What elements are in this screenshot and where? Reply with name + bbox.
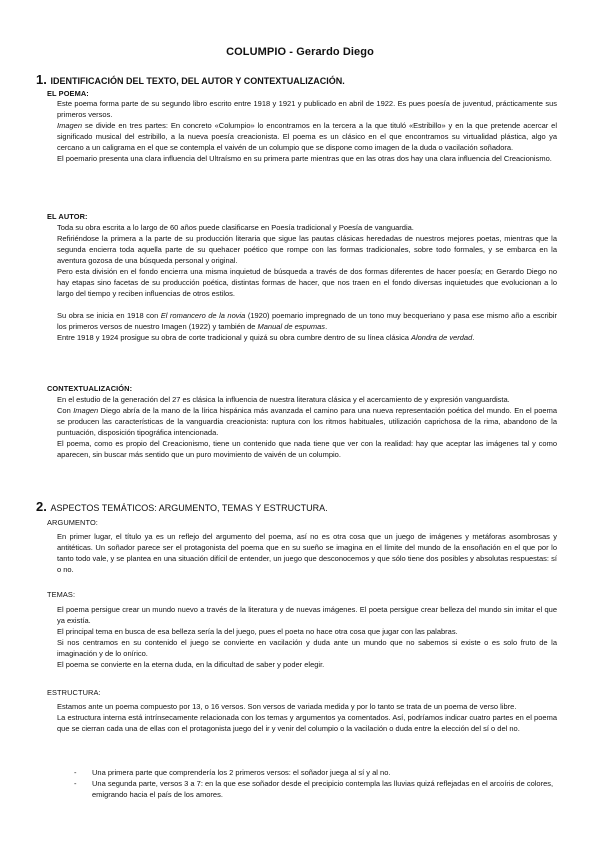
temas-paragraph-4: El poema se convierte en la eterna duda, en la dificultad de saber y poder elegir. [57, 660, 325, 669]
contexto-p2-text-a: Con [57, 406, 74, 415]
list-item-text: Una segunda parte, versos 3 a 7: en la que ese soñador desde el precipicio contempla las lluvias quizá reflejadas en el arcoíris de colores, emigrando hacia el país de los amores. [92, 779, 554, 799]
autor-paragraph-1: Toda su obra escrita a lo largo de 60 años puede clasificarse en Poesía tradicional y Poesía de vanguardia. [57, 223, 414, 232]
section-2-heading [36, 499, 328, 514]
list-dash: - [74, 768, 77, 777]
contexto-paragraph-3: El poema, como es propio del Creacionismo, tiene un contenido que nada tiene que ver con la realidad: hay que aceptar las imágenes tal y como aparecen, sin buscar más sentido que un puro movimiento de vaivén de un columpio. [57, 439, 557, 459]
romancero-italic: El romancero de la novia [160, 311, 246, 320]
contexto-block [57, 394, 557, 460]
alondra-italic: Alondra de verdad [410, 333, 473, 342]
autor-p4-text-a: Su obra se inicia en 1918 con [57, 311, 161, 320]
poema-paragraph-2 [57, 120, 557, 153]
contexto-label: CONTEXTUALIZACIÓN: [47, 384, 133, 393]
temas-label: TEMAS: [47, 590, 76, 599]
manual-italic: Manual de espumas [257, 322, 326, 331]
autor-block [57, 222, 557, 343]
temas-block [57, 604, 557, 670]
argumento-block [57, 531, 557, 575]
autor-p5-text-a: Entre 1918 y 1924 prosigue su obra de corte tradicional y quizá su obra cumbre dentro de su línea clásica [57, 333, 411, 342]
list-item-text: Una primera parte que comprendería los 2 primeros versos: el soñador juega al sí y al no. [92, 768, 391, 777]
section-1-title: IDENTIFICACIÓN DEL TEXTO, DEL AUTOR Y CONTEXTUALIZACIÓN. [50, 76, 345, 86]
estructura-paragraph-2: La estructura interna está intrínsecamente relacionada con los temas y argumentos ya comentados. Así, podríamos indicar cuatro partes en el poema que se cierran cada una de ellas con el protagonista juego del ir y venir del columpio o la vacilación o duda entre la elección del sí o del no. [57, 713, 557, 733]
temas-paragraph-1: El poema persigue crear un mundo nuevo a través de la literatura y de nuevas imágenes. El poeta persigue crear belleza del mundo sin imitar el que ya existía. [57, 605, 557, 625]
estructura-label: ESTRUCTURA: [47, 688, 101, 697]
poema-paragraph-3: El poemario presenta una clara influencia del Ultraísmo en su primera parte mientras que en las otras dos hay una clara influencia del Creacionismo. [57, 154, 552, 163]
section-2-number: 2. [36, 499, 47, 514]
temas-paragraph-3: Si nos centramos en su contenido el juego se convierte en vacilación y duda ante un mundo que no sabemos si existe o es solo fruto de la imaginación y de lo onírico. [57, 638, 557, 658]
poema-block [57, 98, 557, 164]
estructura-block [57, 701, 557, 734]
list-dash: - [74, 779, 77, 788]
autor-paragraph-2: Refiriéndose la primera a la parte de su producción literaria que sigue las pautas clásicas heredadas de nuestros mejores poetas, mientras que la segunda encierra toda aquella parte de su quehacer poético que rompe con las formas tradicionales, sobre todo formales, y se embarca en la aventura gozosa de una búsqueda personal y original. [57, 234, 557, 265]
autor-paragraph-4 [57, 310, 557, 332]
autor-p4-text-c: . [325, 322, 328, 331]
section-2-title: ASPECTOS TEMÁTICOS: ARGUMENTO, TEMAS Y ESTRUCTURA. [50, 503, 328, 513]
estructura-paragraph-1: Estamos ante un poema compuesto por 13, o 16 versos. Son versos de variada medida y por lo tanto se trata de un poema de verso libre. [57, 702, 517, 711]
imagen-italic-2: Imagen [73, 406, 99, 415]
imagen-italic: Imagen [57, 121, 83, 130]
temas-paragraph-2: El principal tema en busca de esa belleza sería la del juego, pues el poeta no hace otra cosa que jugar con las palabras. [57, 627, 458, 636]
document-title: COLUMPIO - Gerardo Diego [226, 46, 374, 58]
contexto-paragraph-2 [57, 405, 557, 438]
argumento-paragraph-1: En primer lugar, el título ya es un reflejo del argumento del poema, así no es otra cosa que un juego de imágenes y metáforas asombrosas y antitéticas. Un soñador parece ser el protagonista del poema que en su sueño se imagina en el límite del mundo de la ensoñación en el que por lo tanto todo vale, y se plantea en una situación difícil de entender, un juego que desconocemos y que sólo tiene dos posibles y absolutas respuestas: sí o no. [57, 532, 557, 574]
autor-p5-text-b: . [472, 333, 475, 342]
autor-paragraph-3: Pero esta división en el fondo encierra una misma inquietud de búsqueda a través de dos formas diferentes de hacer poesía; en Gerardo Diego no hay etapas sino facetas de su producción poética, distintas formas de hacer, que nos traen en el fondo diversas inquietudes que evolucionan a lo largo del tiempo y reciben influencias de otros estilos. [57, 267, 557, 298]
list-item [74, 778, 558, 800]
poema-label: EL POEMA: [47, 89, 89, 98]
list-item [74, 767, 558, 778]
contexto-paragraph-1: En el estudio de la generación del 27 es clásica la influencia de nuestra literatura clásica y el acercamiento de y expresión vanguardista. [57, 395, 510, 404]
section-1-heading [36, 72, 345, 87]
poema-paragraph-2-text: se divide en tres partes: En concreto «Columpio» lo encontramos en la tercera a la que tituló «Estribillo» y en la que pretende acercar el significado musical del estribillo, a la nueva poesía creacionista. El poema es un clásico en el que encontramos su virtualidad plástica, algo ya cercano a un caligrama en el que se contempla el vaivén de un columpio que se dispone como imagen de la duda o vacilación soñadora. [57, 121, 557, 152]
autor-label: EL AUTOR: [47, 212, 88, 221]
estructura-list [74, 767, 558, 800]
autor-paragraph-5 [57, 332, 557, 343]
argumento-label: ARGUMENTO: [47, 518, 98, 527]
autor-p4-text-b: (1920) poemario impregnado de un tono muy becqueriano y pasa ese mismo año a escribir los primeros versos de nuestro Imagen (1922) y también de [57, 311, 558, 331]
contexto-p2-text-b: Diego abría de la mano de la lírica hispánica más avanzada el camino para una nueva representación poética del mundo. En el poema se producen las características de la vanguardia creacionista: ruptura con los ritmos habituales, utilización caprichosa de la rima, abandono de la puntuación, disposición tipográfica intencionada. [57, 406, 558, 437]
section-1-number: 1. [36, 72, 47, 87]
poema-paragraph-1: Este poema forma parte de su segundo libro escrito entre 1918 y 1921 y publicado en abril de 1922. Es pues poesía de juventud, prácticamente sus primeros versos. [57, 99, 557, 119]
